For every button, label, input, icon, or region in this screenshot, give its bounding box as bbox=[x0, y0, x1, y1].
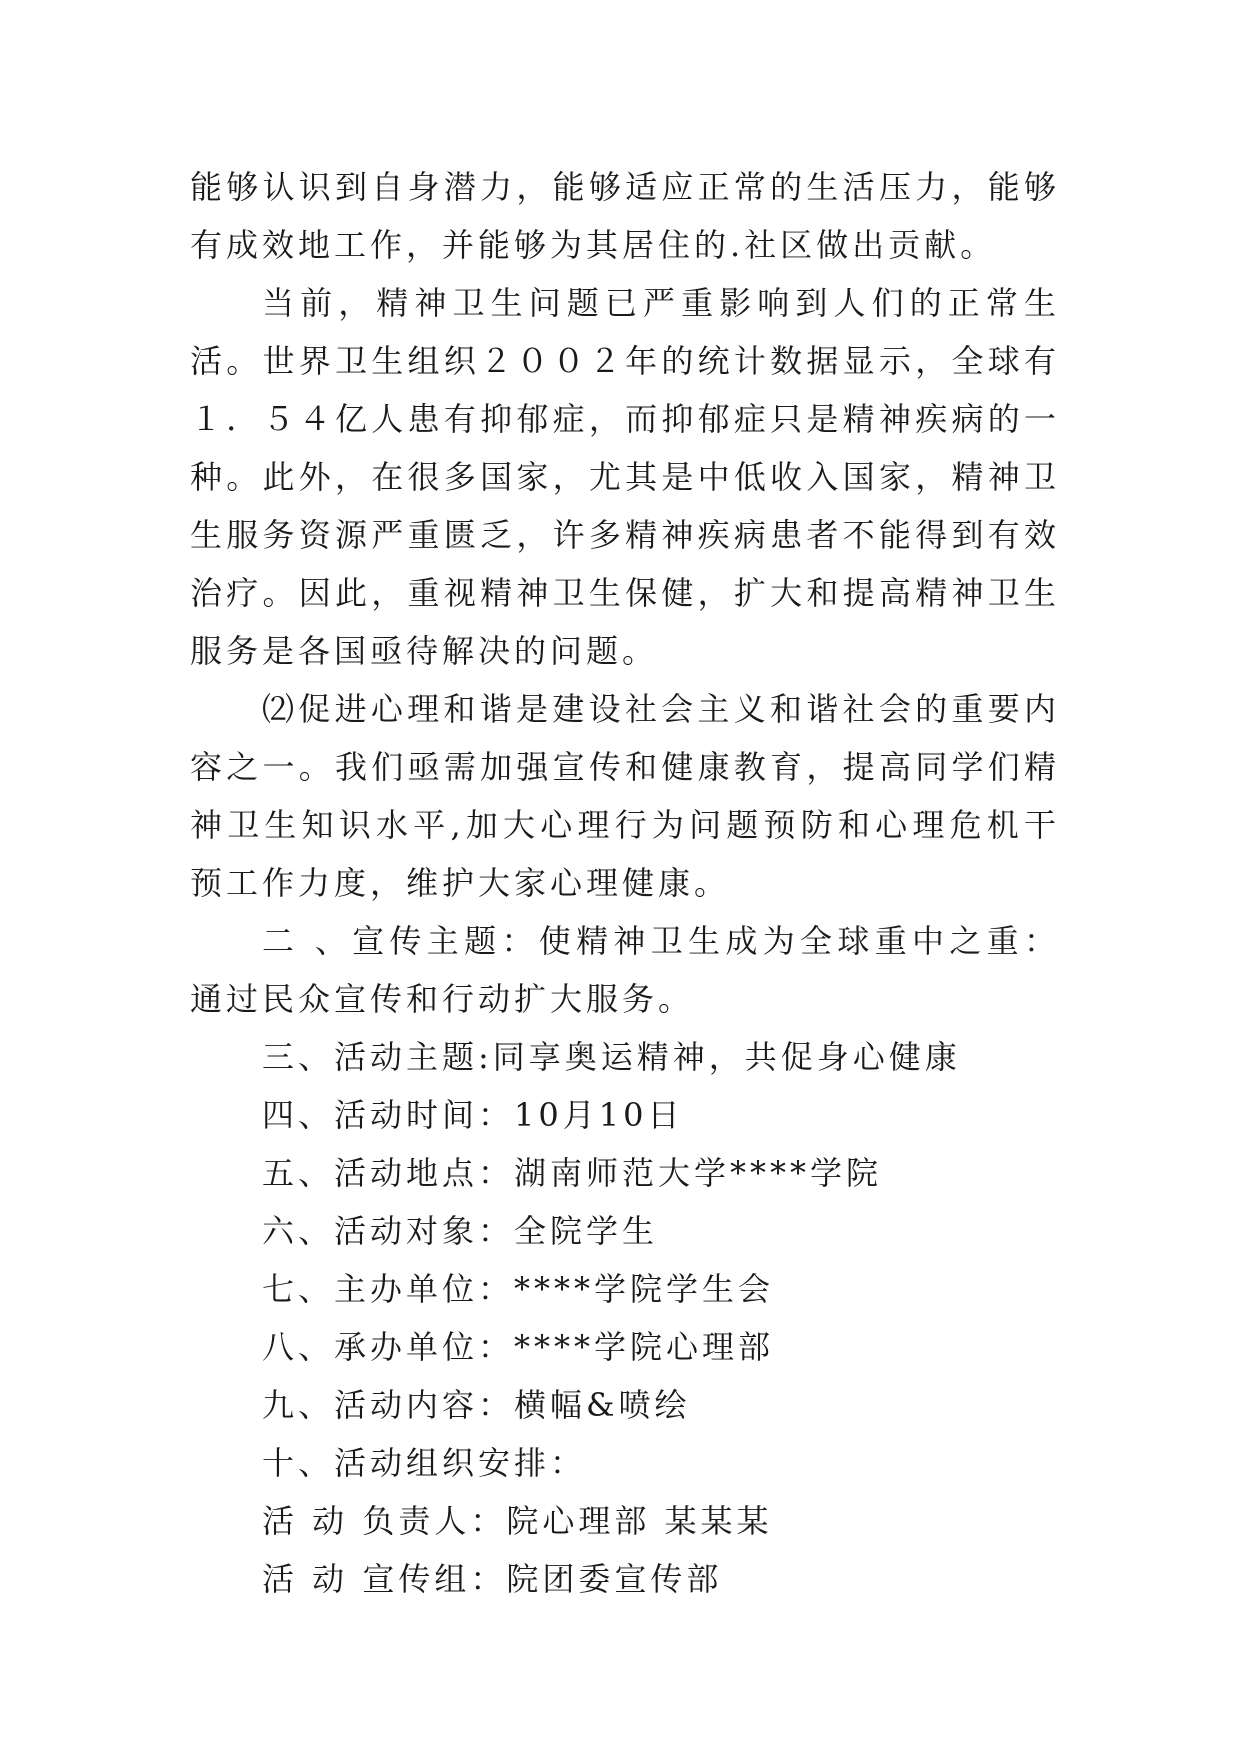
paragraph-activity-location: 五、活动地点：湖南师范大学****学院 bbox=[262, 1154, 883, 1192]
paragraph-publicity-group: 活 动 宣传组：院团委宣传部 bbox=[262, 1560, 723, 1598]
paragraph-intro-continuation: 能够认识到自身潜力，能够适应正常的生活压力，能够有成效地工作，并能够为其居住的.社区做出贡献。 bbox=[190, 168, 1060, 264]
paragraph-activity-content: 九、活动内容：横幅&喷绘 bbox=[262, 1386, 691, 1424]
paragraph-activity-theme: 三、活动主题:同享奥运精神，共促身心健康 bbox=[262, 1038, 961, 1076]
paragraph-current-situation: 当前，精神卫生问题已严重影响到人们的正常生活。世界卫生组织２００２年的统计数据显示，全球有１．５４亿人患有抑郁症，而抑郁症只是精神疾病的一种。此外，在很多国家，尤其是中低收入国家，精神卫生服务资源严重匮乏，许多精神疾病患者不能得到有效治疗。因此，重视精神卫生保健，扩大和提高精神卫生服务是各国亟待解决的问题。 bbox=[190, 284, 1060, 670]
paragraph-organization-arrangement: 十、活动组织安排： bbox=[262, 1444, 587, 1482]
paragraph-host-unit: 八、承办单位：****学院心理部 bbox=[262, 1328, 775, 1366]
document-body bbox=[190, 158, 1060, 1608]
paragraph-organizer: 七、主办单位：****学院学生会 bbox=[262, 1270, 775, 1308]
paragraph-activity-time: 四、活动时间：10月10日 bbox=[262, 1096, 684, 1134]
paragraph-activity-audience: 六、活动对象：全院学生 bbox=[262, 1212, 659, 1250]
paragraph-person-in-charge: 活 动 负责人：院心理部 某某某 bbox=[262, 1502, 773, 1540]
paragraph-publicity-theme: 二 、宣传主题：使精神卫生成为全球重中之重：通过民众宣传和行动扩大服务。 bbox=[190, 922, 1060, 1018]
paragraph-psychological-harmony: ⑵促进心理和谐是建设社会主义和谐社会的重要内容之一。我们亟需加强宣传和健康教育，提高同学们精神卫生知识水平,加大心理行为问题预防和心理危机干预工作力度，维护大家心理健康。 bbox=[190, 690, 1060, 902]
